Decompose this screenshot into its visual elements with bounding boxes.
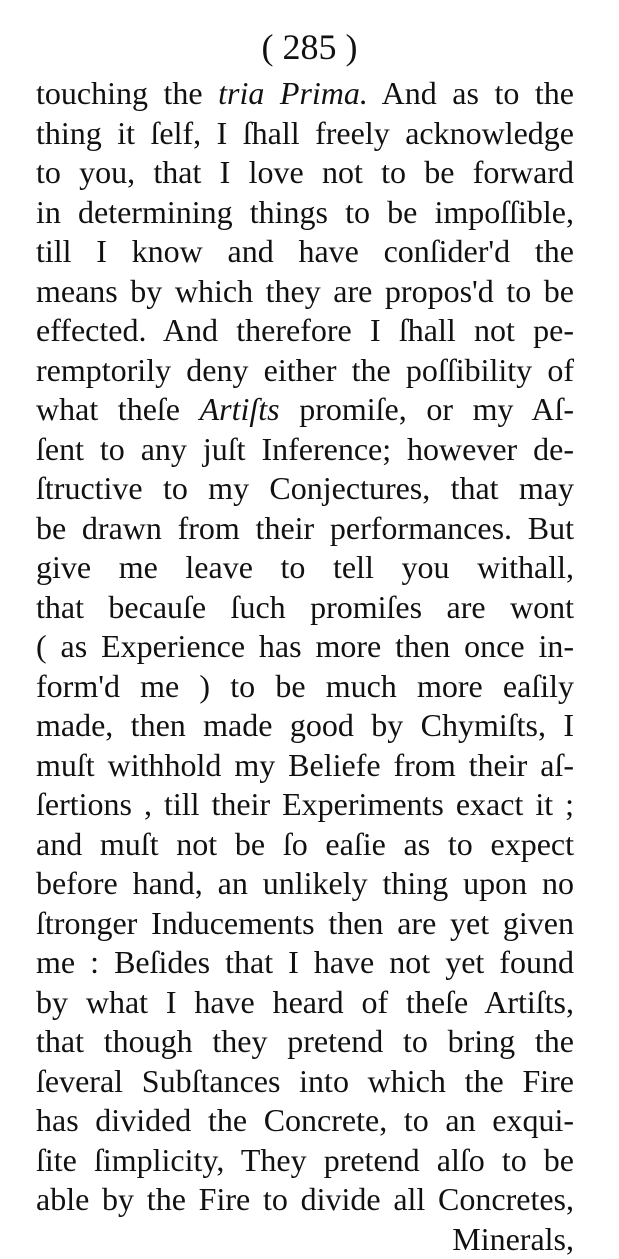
text-line — [36, 114, 574, 154]
text-segment: in determining things to be impoſſible, — [36, 194, 574, 230]
text-line — [36, 1180, 574, 1220]
text-segment: effected. And therefore I ſhall not pe- — [36, 312, 574, 348]
text-segment: form'd me ) to be much more eaſily — [36, 668, 574, 704]
text-line — [36, 904, 574, 944]
text-line — [36, 746, 574, 786]
text-segment: touching the — [36, 75, 218, 111]
text-segment: means by which they are propos'd to be — [36, 273, 574, 309]
text-line — [36, 351, 574, 391]
text-segment: thing it ſelf, I ſhall freely acknowledge — [36, 115, 574, 151]
text-segment: ſeveral Subſtances into which the Fire — [36, 1063, 574, 1099]
text-line — [36, 390, 574, 430]
text-line — [36, 1022, 574, 1062]
text-line — [36, 311, 574, 351]
text-line — [36, 1220, 574, 1259]
italic-text: Artiſts — [200, 391, 280, 427]
text-segment: has divided the Concrete, to an exqui- — [36, 1102, 574, 1138]
text-line — [36, 193, 574, 233]
text-line — [36, 548, 574, 588]
text-segment: by what I have heard of theſe Artiſts, — [36, 984, 574, 1020]
text-segment: muſt withhold my Beliefe from their aſ- — [36, 747, 574, 783]
text-line — [36, 272, 574, 312]
text-line — [36, 1101, 574, 1141]
text-line — [36, 983, 574, 1023]
text-line — [36, 706, 574, 746]
text-segment: And as to the — [368, 75, 574, 111]
text-line — [36, 1141, 574, 1181]
text-segment: ( as Experience has more then once in- — [36, 628, 574, 664]
text-segment: ſent to any juſt Inference; however de- — [36, 431, 574, 467]
text-segment: give me leave to tell you withall, — [36, 549, 574, 585]
text-segment: promiſe, or my Aſ- — [280, 391, 574, 427]
text-line — [36, 469, 574, 509]
text-segment: be drawn from their performances. But — [36, 510, 574, 546]
page-number: ( 285 ) — [0, 22, 619, 72]
text-line — [36, 627, 574, 667]
text-segment: that though they pretend to bring the — [36, 1023, 574, 1059]
text-segment: ſite ſimplicity, They pretend alſo to be — [36, 1142, 574, 1178]
text-segment: me : Beſides that I have not yet found — [36, 944, 574, 980]
text-segment: ſtronger Inducements then are yet given — [36, 905, 574, 941]
text-line — [36, 667, 574, 707]
text-segment: able by the Fire to divide all Concretes, — [36, 1181, 574, 1217]
text-line — [36, 864, 574, 904]
text-line — [36, 153, 574, 193]
body-text — [36, 74, 574, 1259]
text-segment: till I know and have conſider'd the — [36, 233, 574, 269]
text-segment: to you, that I love not to be forward — [36, 154, 574, 190]
text-line — [36, 1062, 574, 1102]
text-segment: before hand, an unlikely thing upon no — [36, 865, 574, 901]
text-line — [36, 588, 574, 628]
text-segment: and muſt not be ſo eaſie as to expect — [36, 826, 574, 862]
text-line — [36, 785, 574, 825]
text-segment: ſertions , till their Experiments exact it ; — [36, 786, 574, 822]
text-segment: ſtructive to my Conjectures, that may — [36, 470, 574, 506]
text-line — [36, 943, 574, 983]
text-line — [36, 825, 574, 865]
text-line — [36, 232, 574, 272]
text-line — [36, 74, 574, 114]
text-segment: made, then made good by Chymiſts, I — [36, 707, 574, 743]
text-segment: Minerals, — [452, 1221, 574, 1257]
text-segment: that becauſe ſuch promiſes are wont — [36, 589, 574, 625]
text-line — [36, 509, 574, 549]
text-line — [36, 430, 574, 470]
text-segment: what theſe — [36, 391, 200, 427]
text-segment: remptorily deny either the poſſibility of — [36, 352, 574, 388]
italic-text: tria Prima. — [218, 75, 368, 111]
